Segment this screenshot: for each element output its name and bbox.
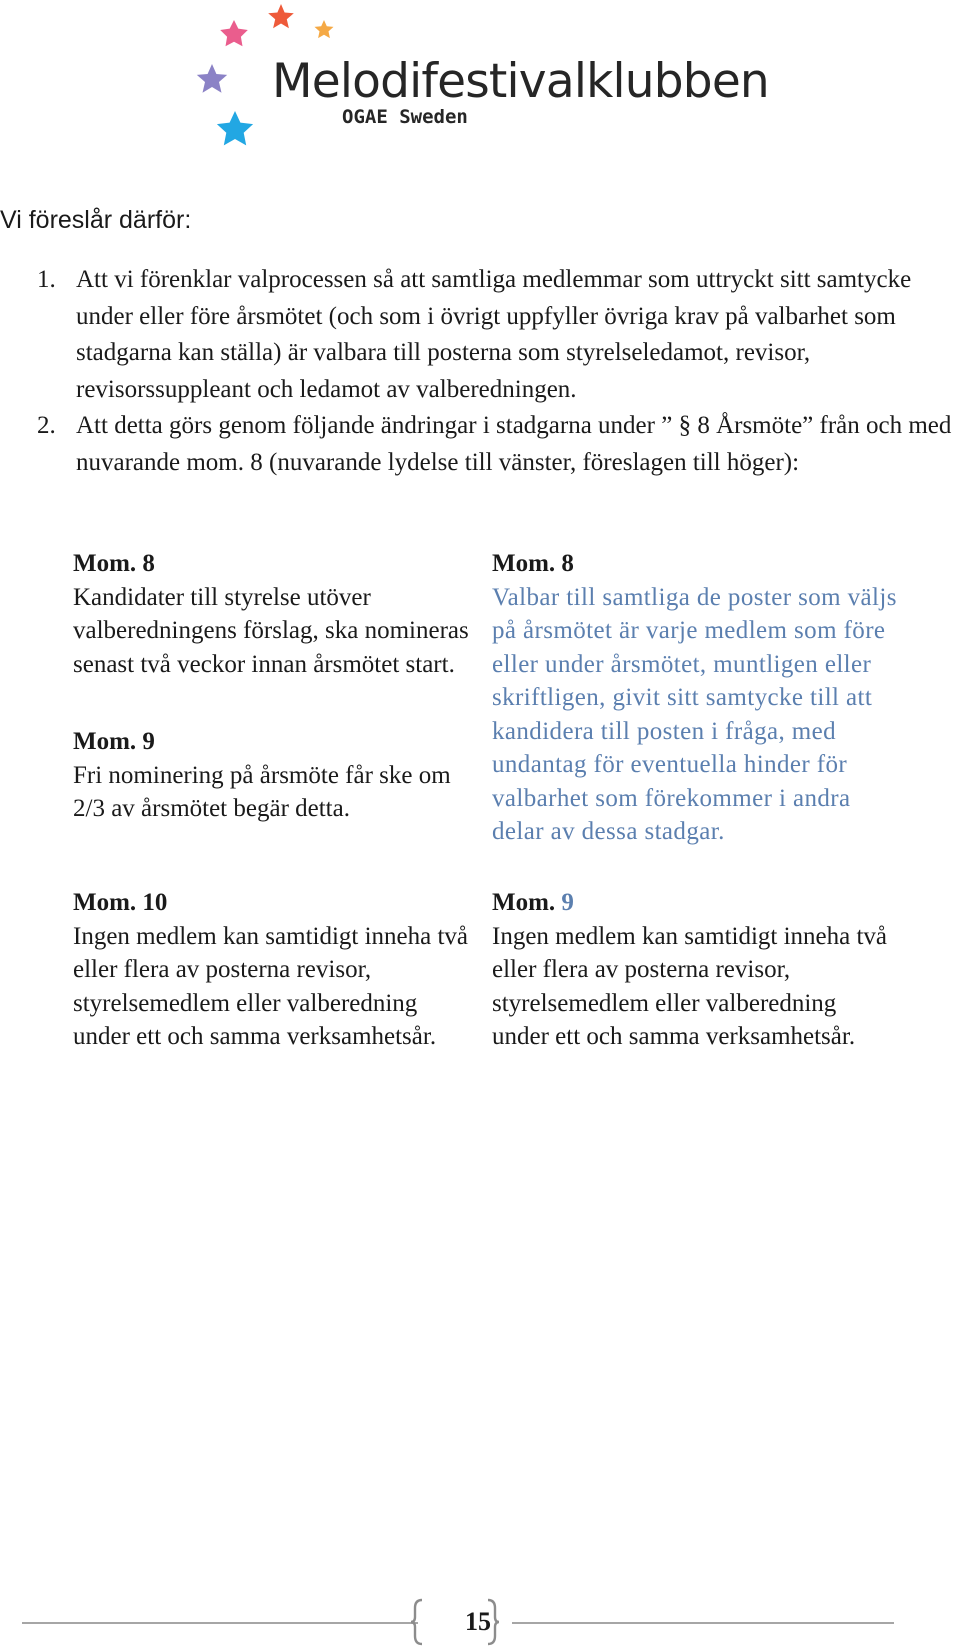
club-logo (195, 0, 769, 170)
section-text: Valbar till samtliga de poster som väljs på årsmötet är varje medlem som före eller under årsmötet, muntligen eller skriftligen, givit sitt samtycke till att kandidera till posten i fråga, med undantag för eventuella hinder för valbarhet som förekommer i andra delar av dessa stadgar. (492, 583, 897, 845)
section-text: Ingen medlem kan samtidigt inneha två eller flera av posterna revisor, styrelsemedlem eller valberedning under ett och samma verksamhetsår. (492, 922, 888, 1050)
section-heading-number: 9 (561, 889, 574, 916)
list-text: Att vi förenklar valprocessen så att samtliga medlemmar som uttryckt sitt samtycke under eller före årsmötet (och som i övrigt uppfyller övriga krav på valbarhet som stadgarna kan ställa) är valbara till posterna som styrelseledamot, revisor, revisorssuppleant och ledamot av valberedningen. (76, 266, 912, 403)
star-icon (220, 20, 248, 46)
section-heading: Mom. 8 (73, 550, 155, 577)
list-text: Att detta görs genom följande ändringar i stadgarna under ” § 8 Årsmöte” från och med nuvarande mom. 8 (nuvarande lydelse till vänster, föreslagen till höger): (76, 412, 952, 476)
list-number: 1. (37, 266, 56, 293)
club-subtitle: OGAE Sweden (342, 106, 468, 128)
left-brace-icon (410, 1598, 424, 1646)
section-heading (492, 886, 897, 920)
current-mom10 (73, 886, 478, 1054)
star-icon (268, 4, 294, 28)
current-mom9 (73, 725, 478, 826)
section-heading: Mom. 10 (73, 889, 168, 916)
current-mom8 (73, 547, 478, 681)
section-text: Kandidater till styrelse utöver valberedningens förslag, ska nomineras senast två veckor innan årsmötet start. (73, 583, 469, 678)
star-icon (315, 20, 334, 38)
list-item (0, 262, 960, 408)
proposed-mom9 (492, 886, 897, 1054)
star-icon (197, 64, 227, 93)
star-icon (217, 111, 253, 145)
list-number: 2. (37, 412, 56, 439)
footer-rule (512, 1622, 894, 1624)
proposal-list (0, 262, 960, 481)
section-text: Fri nominering på årsmöte får ske om 2/3 av årsmötet begär detta. (73, 761, 451, 822)
right-brace-icon (486, 1598, 500, 1646)
section-heading-prefix: Mom. (492, 889, 556, 916)
list-item (0, 408, 960, 481)
intro-text: Vi föreslår därför: (0, 206, 192, 234)
club-name: Melodifestivalklubben (272, 54, 769, 109)
section-heading: Mom. 8 (492, 550, 574, 577)
section-heading: Mom. 9 (73, 728, 155, 755)
page-number: 15 (465, 1607, 491, 1636)
section-text: Ingen medlem kan samtidigt inneha två eller flera av posterna revisor, styrelsemedlem eller valberedning under ett och samma verksamhetsår. (73, 922, 469, 1050)
proposed-mom8 (492, 547, 897, 849)
footer-rule (22, 1622, 418, 1624)
